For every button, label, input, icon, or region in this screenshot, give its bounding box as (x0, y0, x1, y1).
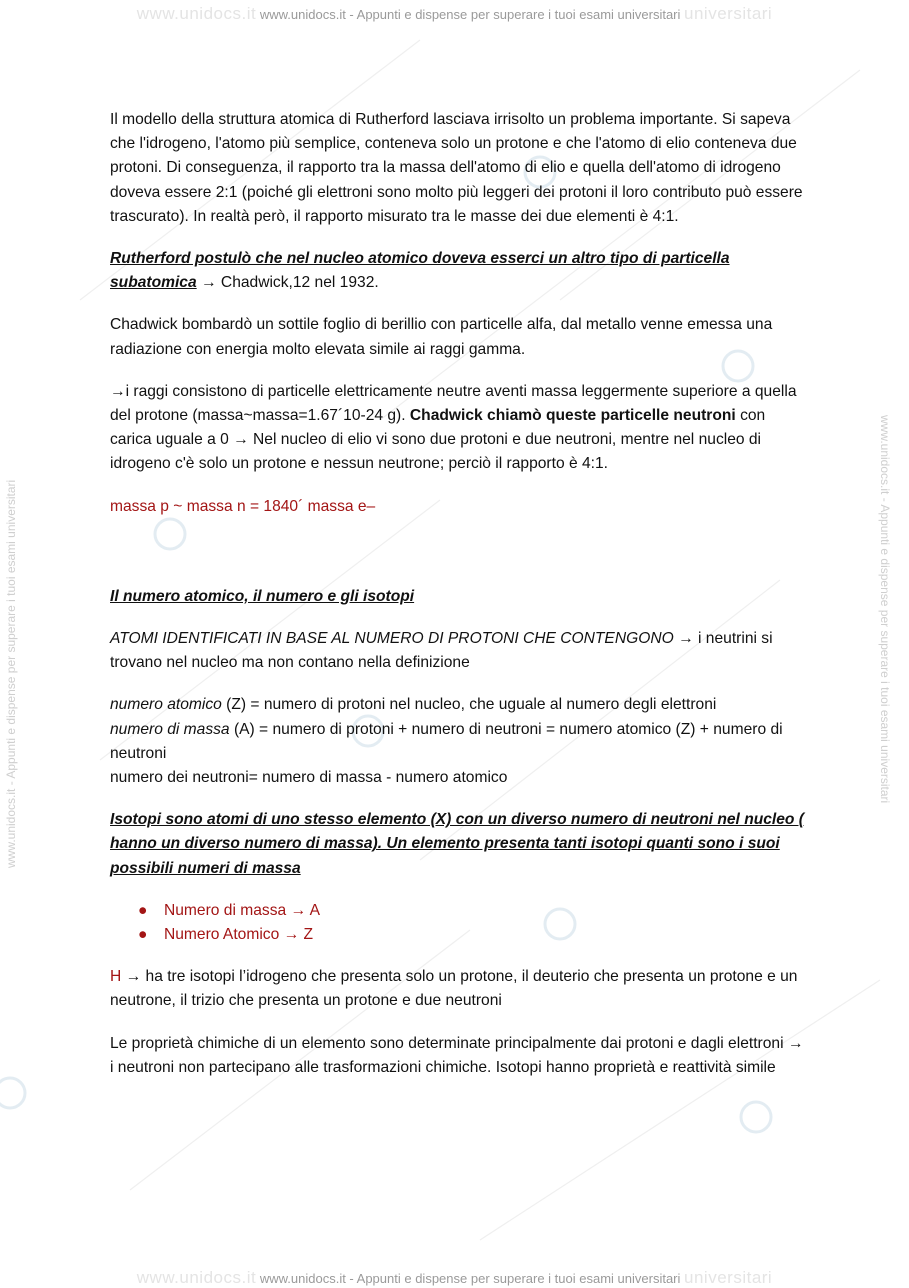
watermark-ghost-right: universitari (684, 1268, 773, 1287)
paragraph-hydrogen (110, 965, 805, 1013)
watermark-ghost-right: universitari (684, 4, 773, 23)
emphasis-rutherford: Rutherford postulò che nel nucleo atomico doveva esserci un altro tipo di particella subatomica (110, 250, 730, 292)
watermark-ghost-left: www.unidocs.it (136, 4, 257, 23)
paragraph-intro: Il modello della struttura atomica di Rutherford lasciava irrisolto un problema importante. Si sapeva che l'idrogeno, l'atomo più semplice, conteneva solo un protone e che l'atomo di elio conteneva due protoni. Di conseguenza, il rapporto tra la massa dell'atomo di elio e quella dell'atomo di idrogeno doveva essere 2:1 (poiché gli elettroni sono molto più leggeri dei protoni il loro contributo può essere trascurato). In realtà però, il rapporto misurato tra le masse dei due elementi è 4:1. (110, 111, 803, 225)
term-mass-number: numero di massa (110, 720, 230, 738)
paragraph-neutrons (110, 380, 805, 477)
definitions (110, 693, 805, 790)
bullet-icon: ● (138, 926, 148, 944)
paragraph-atoms (110, 627, 805, 675)
symbol-hydrogen: H (110, 968, 122, 986)
def-atomic-number: (Z) = numero di protoni nel nucleo, che uguale al numero degli elettroni (221, 696, 717, 714)
term-atomic-number: numero atomico (110, 696, 222, 714)
document-body (110, 108, 805, 1098)
paragraph-neutrons-b: con carica uguale a 0 → Nel nucleo di elio vi sono due protoni e due neutroni, mentre nel nucleo di idrogeno c'è solo un protone e nessun neutrone; perciò il rapporto è 4:1. (110, 407, 766, 473)
watermark-header-text: www.unidocs.it - Appunti e dispense per superare i tuoi esami universitari (259, 7, 681, 22)
paragraph-rutherford (110, 247, 805, 295)
def-neutron-number: numero dei neutroni= numero di massa - numero atomico (110, 769, 508, 787)
watermark-header (0, 4, 909, 24)
watermark-ghost-left: www.unidocs.it (136, 1268, 257, 1287)
watermark-side-left: www.unidocs.it - Appunti e dispense per superare i tuoi esami universitari (4, 479, 18, 868)
bullet-icon: ● (138, 901, 148, 919)
spacer (110, 537, 805, 585)
emphasis-atoms: ATOMI IDENTIFICATI IN BASE AL NUMERO DI PROTONI CHE CONTENGONO (110, 630, 674, 648)
paragraph-neutrons-a: →i raggi consistono di particelle elettricamente neutre aventi massa leggermente superiore a quella del protone (massa~massa=1.67´10-24 g). (110, 382, 797, 425)
isotope-list (110, 899, 805, 947)
def-mass-number: (A) = numero di protoni + numero di neutroni = numero atomico (Z) + numero di neutroni (110, 720, 783, 762)
paragraph-hydrogen-rest: → ha tre isotopi l’idrogeno che presenta solo un protone, il deuterio che presenta un protone e un neutrone, il trizio che presenta un protone e due neutroni (110, 968, 798, 1010)
paragraph-atoms-rest: → i neutrini si trovano nel nucleo ma non contano nella definizione (110, 630, 773, 672)
list-item (110, 899, 805, 923)
paragraph-chadwick: Chadwick bombardò un sottile foglio di berillio con particelle alfa, dal metallo venne emessa una radiazione con energia molto elevata simile ai raggi gamma. (110, 316, 773, 358)
watermark-side-right: www.unidocs.it - Appunti e dispense per superare i tuoi esami universitari (878, 415, 892, 804)
paragraph-mass-relation: massa p ~ massa n = 1840´ massa e– (110, 497, 376, 515)
list-item-mass-number: Numero di massa → A (164, 901, 320, 919)
emphasis-neutrons: Chadwick chiamò queste particelle neutroni (409, 407, 736, 425)
paragraph-rutherford-rest: → Chadwick,12 nel 1932. (196, 274, 379, 292)
paragraph-isotopes: Isotopi sono atomi di uno stesso elemento (X) con un diverso numero di neutroni nel nucleo ( hanno un diverso numero di massa). Un elemento presenta tanti isotopi quanti sono i suoi possibili numeri di massa (110, 811, 804, 877)
section-heading: Il numero atomico, il numero e gli isotopi (110, 587, 415, 605)
list-item-atomic-number: Numero Atomico → Z (164, 926, 314, 944)
watermark-footer-text: www.unidocs.it - Appunti e dispense per superare i tuoi esami universitari (259, 1271, 681, 1286)
paragraph-properties: Le proprietà chimiche di un elemento sono determinate principalmente dai protoni e dagli elettroni → i neutroni non partecipano alle trasformazioni chimiche. Isotopi hanno proprietà e reattività simile (110, 1034, 804, 1076)
watermark-footer (0, 1268, 909, 1288)
list-item (110, 923, 805, 947)
